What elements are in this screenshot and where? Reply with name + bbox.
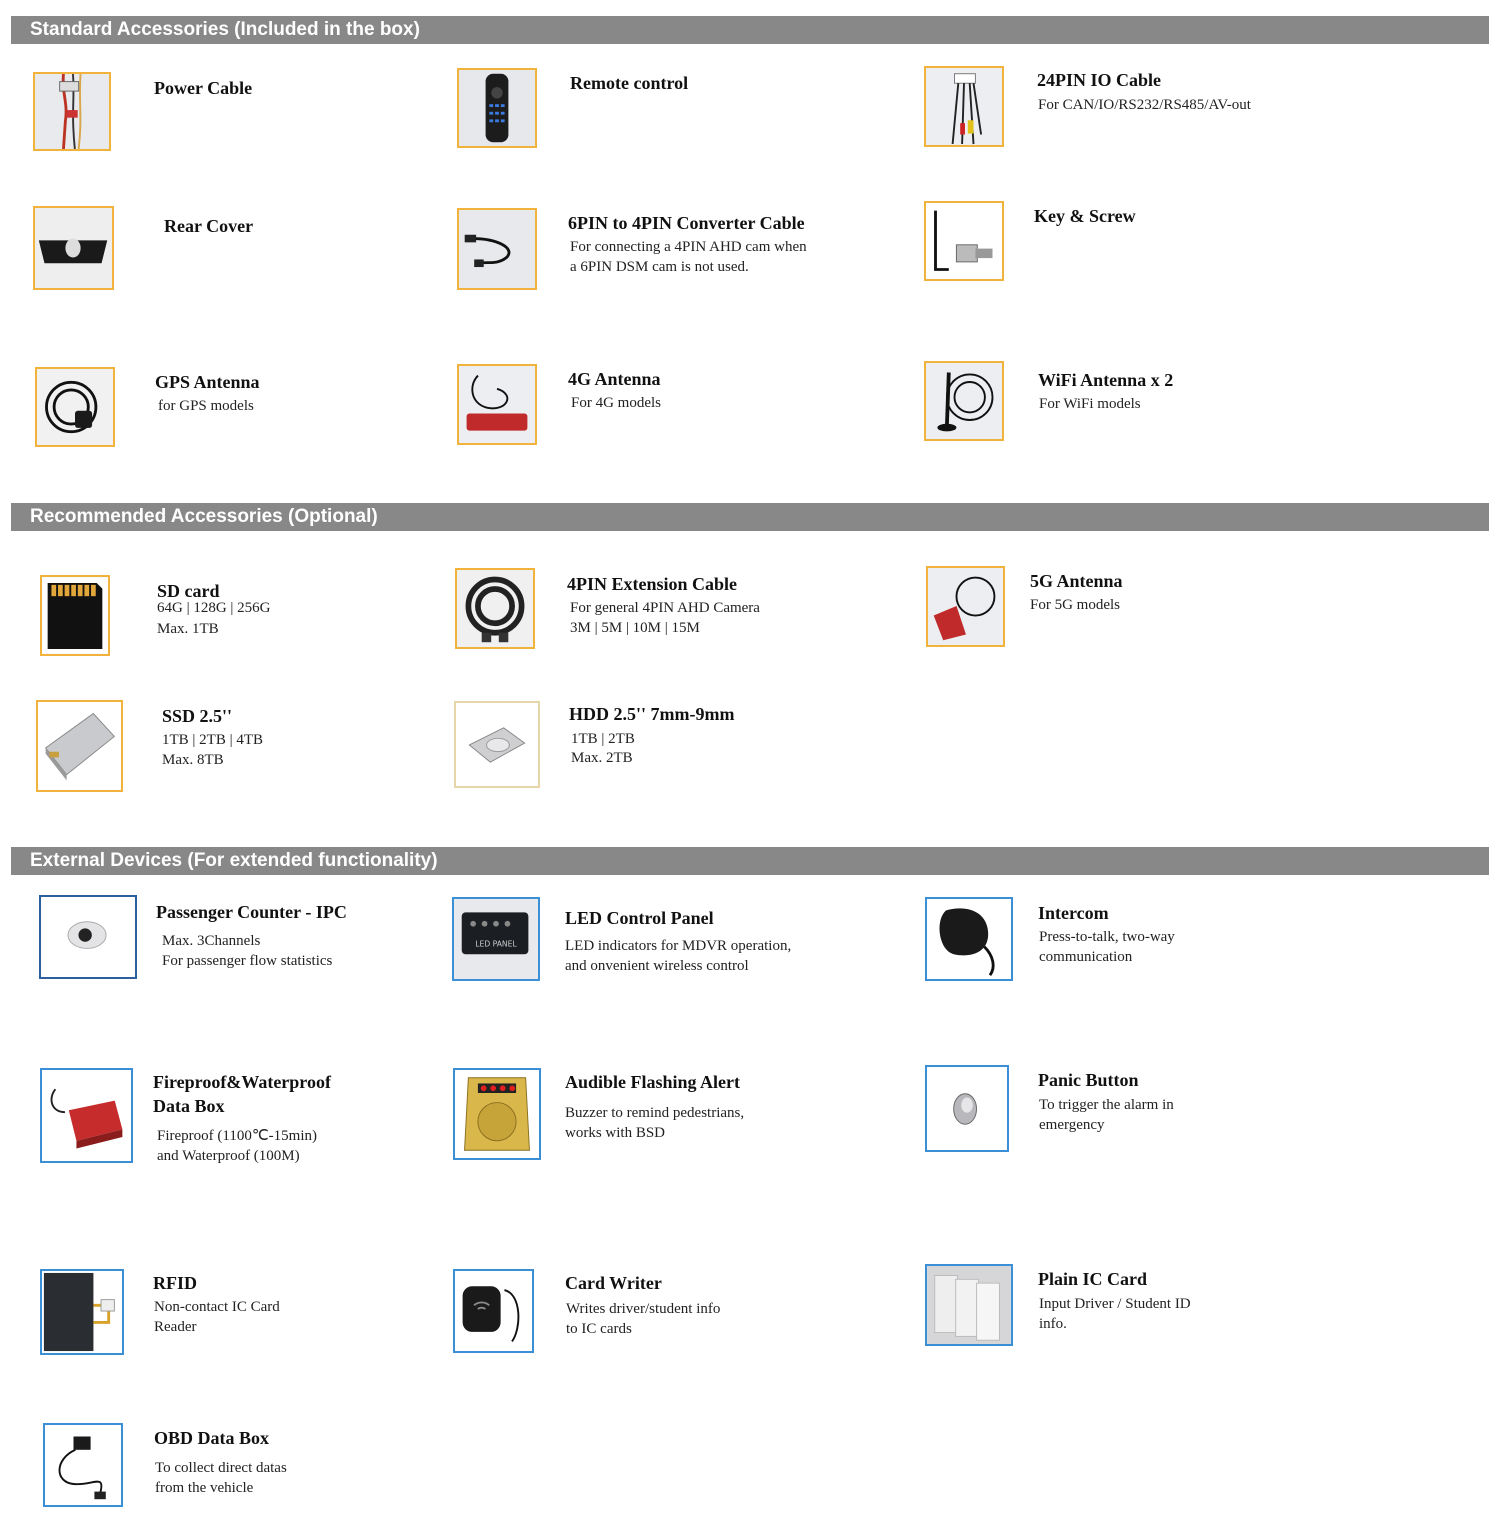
item-desc: and onvenient wireless control	[565, 958, 749, 974]
item-desc: works with BSD	[565, 1125, 666, 1141]
item-title: Audible Flashing Alert	[565, 1072, 741, 1092]
item-desc: Max. 2TB	[571, 750, 633, 766]
item-title: Key & Screw	[1034, 206, 1136, 226]
section-header-external: External Devices (For extended functionality)	[11, 847, 1489, 875]
io-cable-icon	[924, 66, 1004, 147]
item-desc: Reader	[154, 1319, 197, 1335]
item-desc: Press-to-talk, two-way	[1039, 929, 1175, 945]
item-title-line2: Data Box	[153, 1096, 225, 1116]
item-title: HDD 2.5'' 7mm-9mm	[569, 704, 735, 724]
led-panel-label: LED PANEL	[475, 939, 517, 949]
ic-card-icon	[925, 1264, 1013, 1346]
card-writer-icon	[453, 1269, 534, 1353]
item-desc: For connecting a 4PIN AHD cam when	[570, 239, 807, 255]
item-title: Passenger Counter - IPC	[156, 902, 347, 922]
item-title: Rear Cover	[164, 216, 254, 236]
item-desc: For CAN/IO/RS232/RS485/AV-out	[1038, 97, 1251, 113]
5g-antenna-icon	[926, 566, 1005, 647]
intercom-mic-icon	[925, 897, 1013, 981]
power-cable-icon	[33, 72, 111, 151]
item-desc: 1TB | 2TB | 4TB	[162, 732, 264, 748]
rfid-reader-icon	[40, 1269, 124, 1355]
converter-cable-icon	[457, 208, 537, 290]
rear-cover-icon	[33, 206, 114, 290]
led-panel-icon	[452, 897, 540, 981]
item-desc: info.	[1039, 1316, 1067, 1332]
wifi-antenna-icon	[924, 361, 1004, 441]
item-title: Fireproof&Waterproof	[153, 1072, 331, 1092]
item-desc: 1TB | 2TB	[571, 731, 635, 747]
item-desc: Max. 8TB	[162, 752, 224, 768]
item-desc: from the vehicle	[155, 1480, 254, 1496]
remote-control-icon	[457, 68, 537, 148]
item-title: Panic Button	[1038, 1070, 1139, 1090]
item-title: 6PIN to 4PIN Converter Cable	[568, 213, 805, 233]
item-desc: and Waterproof (100M)	[157, 1148, 300, 1164]
item-title: 5G Antenna	[1030, 571, 1123, 591]
item-desc: For general 4PIN AHD Camera	[570, 600, 760, 616]
item-title: GPS Antenna	[155, 372, 260, 392]
item-title: WiFi Antenna x 2	[1038, 370, 1174, 390]
item-desc: for GPS models	[158, 398, 254, 414]
item-desc: to IC cards	[566, 1321, 632, 1337]
gps-antenna-icon	[35, 367, 115, 447]
item-desc: Max. 1TB	[157, 621, 219, 637]
item-desc: Input Driver / Student ID	[1039, 1296, 1191, 1312]
item-title: Card Writer	[565, 1273, 662, 1293]
dome-camera-icon	[39, 895, 137, 979]
item-desc: emergency	[1039, 1117, 1105, 1133]
item-desc: 64G | 128G | 256G	[157, 600, 271, 616]
item-title: 4PIN Extension Cable	[567, 574, 738, 594]
data-box-icon	[40, 1068, 133, 1163]
hdd-icon	[454, 701, 540, 788]
sd-card-icon	[40, 575, 110, 656]
obd-box-icon	[43, 1423, 123, 1507]
item-title: RFID	[153, 1273, 197, 1293]
item-desc: For passenger flow statistics	[162, 953, 333, 969]
item-desc: To trigger the alarm in	[1039, 1097, 1174, 1113]
item-title: SSD 2.5''	[162, 706, 233, 726]
item-desc: 3M | 5M | 10M | 15M	[570, 620, 700, 636]
ssd-icon	[36, 700, 123, 792]
item-desc: For 4G models	[571, 395, 661, 411]
item-title: 24PIN IO Cable	[1037, 70, 1162, 90]
item-desc: a 6PIN DSM cam is not used.	[570, 259, 749, 275]
item-desc: Fireproof (1100℃-15min)	[157, 1128, 318, 1144]
item-desc: Max. 3Channels	[162, 933, 261, 949]
item-title: Intercom	[1038, 903, 1109, 923]
item-desc: For WiFi models	[1039, 396, 1141, 412]
item-desc: LED indicators for MDVR operation,	[565, 938, 792, 954]
section-header-recommended: Recommended Accessories (Optional)	[11, 503, 1489, 531]
item-title: OBD Data Box	[154, 1428, 270, 1448]
alert-speaker-icon	[453, 1068, 541, 1160]
item-title: LED Control Panel	[565, 908, 714, 928]
item-desc: For 5G models	[1030, 597, 1120, 613]
key-screw-icon	[924, 201, 1004, 281]
item-title: 4G Antenna	[568, 369, 661, 389]
item-title: Plain IC Card	[1038, 1269, 1148, 1289]
4g-antenna-icon	[457, 364, 537, 445]
item-desc: Buzzer to remind pedestrians,	[565, 1105, 745, 1121]
item-title: Power Cable	[154, 78, 253, 98]
item-desc: Writes driver/student info	[566, 1301, 721, 1317]
extension-cable-icon	[455, 568, 535, 649]
item-desc: Non-contact IC Card	[154, 1299, 280, 1315]
item-title: Remote control	[570, 73, 689, 93]
section-header-standard: Standard Accessories (Included in the box)	[11, 16, 1489, 44]
item-desc: To collect direct datas	[155, 1460, 287, 1476]
panic-button-icon	[925, 1065, 1009, 1152]
item-desc: communication	[1039, 949, 1133, 965]
item-title: SD card	[157, 581, 220, 601]
